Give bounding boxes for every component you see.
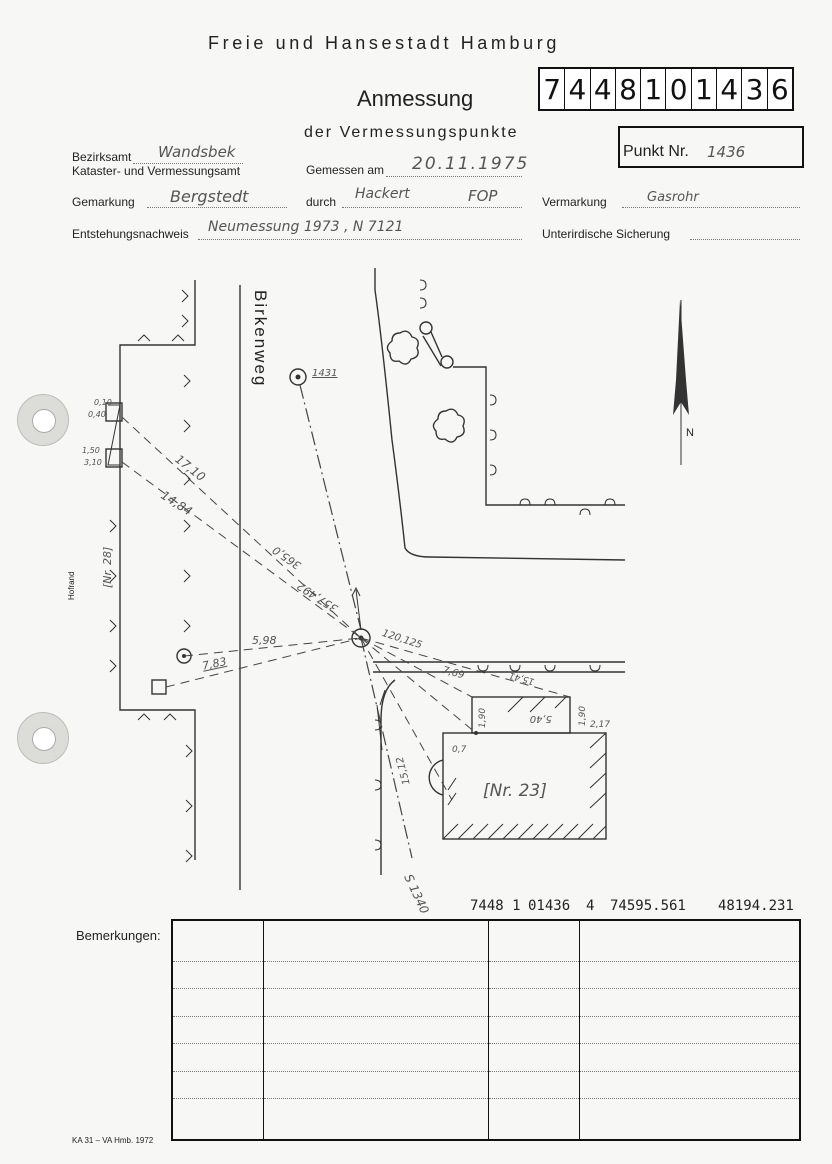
point-number-label: Punkt Nr. — [623, 143, 689, 160]
measure-540: 5,40 — [529, 713, 552, 724]
measure-07: 0,7 — [452, 745, 467, 755]
measure-783: 7,83 — [201, 654, 228, 673]
measure-1541: 15,41 — [508, 669, 536, 686]
id-digit: 4 — [591, 69, 616, 109]
remarks-table — [171, 919, 801, 1141]
id-digit: 6 — [770, 72, 789, 106]
vermarkung-value: Gasrohr — [647, 190, 699, 205]
gemarkung-value: Bergstedt — [170, 187, 249, 206]
kataster-label: Kataster- und Vermessungsamt — [72, 164, 241, 178]
measure-1484: 14,84 — [158, 488, 195, 519]
remarks-label: Bemerkungen: — [76, 928, 161, 943]
durch-label: durch — [306, 195, 337, 209]
measure-7: 7,69 — [441, 665, 466, 682]
entstehung-label: Entstehungsnachweis — [72, 227, 189, 241]
north-label: N — [686, 427, 694, 439]
id-digit: 7 — [540, 69, 565, 109]
authority-heading: Freie und Hansestadt Hamburg — [208, 33, 560, 53]
unterirdisch-label: Unterirdische Sicherung — [542, 227, 671, 241]
coord-id: 7448 1 — [470, 898, 521, 914]
measure-1710: 17,10 — [172, 452, 209, 485]
id-digit: 4 — [717, 69, 742, 109]
measure-1512: 15,12 — [394, 755, 413, 786]
gemessen-value: 20.11.1975 — [412, 154, 530, 174]
pillar-label-310: 3,10 — [84, 458, 102, 467]
measure-120: 120,125 — [380, 628, 424, 652]
id-digit: 4 — [565, 69, 590, 109]
parcel-23-label: [Nr. 23] — [483, 781, 547, 801]
id-digit: 0 — [666, 69, 691, 109]
form-footer-id: KA 31 – VA Hmb. 1972 — [72, 1136, 154, 1145]
measure-3650: 365,0 — [270, 543, 304, 572]
durch-value-2: FOP — [468, 187, 498, 205]
street-label: Birkenweg — [251, 290, 270, 388]
pillar-label-150: 1,50 — [82, 446, 100, 455]
point-number-value: 1436 — [707, 143, 746, 161]
id-digit: 3 — [742, 69, 767, 109]
id-digit: 1 — [692, 69, 717, 109]
measure-217: 2,17 — [590, 720, 611, 730]
form-subtitle: der Vermessungspunkte — [304, 124, 519, 141]
measure-357: 357,492 — [294, 579, 341, 615]
coord-y: 48194.231 — [718, 898, 794, 914]
coord-code: 4 — [586, 898, 595, 914]
durch-value: Hackert — [355, 186, 410, 202]
entstehung-value: Neumessung 1973 , N 7121 — [208, 219, 404, 235]
gemarkung-label: Gemarkung — [72, 195, 135, 209]
pillar-label-040: 0,40 — [88, 410, 106, 419]
measure-598: 5,98 — [252, 634, 277, 647]
parcel-28-label: [Nr. 28] — [101, 546, 114, 588]
pillar-label-010: 0,10 — [94, 398, 112, 407]
measure-190-left: 1,90 — [478, 707, 488, 728]
vermarkung-label: Vermarkung — [542, 195, 607, 209]
s-1340-label: S 1340 — [401, 872, 432, 916]
bezirksamt-value: Wandsbek — [158, 143, 236, 161]
form-title: Anmessung — [357, 86, 474, 111]
coord-nr: 01436 — [528, 898, 571, 914]
hofrand-label: Hofrand — [67, 571, 76, 600]
point-1431-label: 1431 — [312, 368, 338, 379]
coord-x: 74595.561 — [610, 898, 686, 914]
id-digit: 1 — [641, 69, 666, 109]
id-digit: 8 — [616, 69, 641, 109]
gemessen-label: Gemessen am — [306, 163, 385, 177]
bezirksamt-label: Bezirksamt — [72, 150, 132, 164]
measure-190-right: 1,90 — [578, 705, 588, 726]
